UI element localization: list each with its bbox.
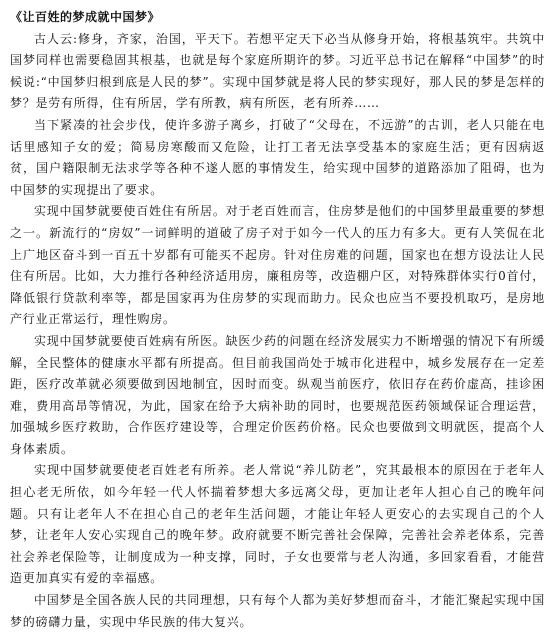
- paragraph-6: 中国梦是全国各族人民的共同理想，只有每个人都为美好梦想而奋斗，才能汇聚起实现中国梦的磅礴力量，实现中华民族的伟大复兴。: [10, 593, 545, 629]
- paragraph-5: 实现中国梦就要使老百姓老有所养。老人常说“养儿防老”，究其最根本的原因在于老年人担心老无所依，如今年轻一代人怀揣着梦想大多远离父母，更加让老年人担心自己的晚年问题。只有让老年人不在担心自己的老年生活问题，才能让年轻人更安心的去实现自己的个人梦，让老年人安心实现自己的晚年梦。政府就要不断完善社会保障，完善社会养老体系，完善社会养老保险等，让制度成为一种支撑，同时，子女也要常与老人沟通，多回家看看，才能营造更加真实有爱的幸福感。: [10, 463, 545, 586]
- paragraph-3: 实现中国梦就要使百姓住有所居。对于老百姓而言，住房梦是他们的中国梦里最重要的梦想之一。新流行的“房奴”一词鲜明的道破了房子对于如今一代人的压力有多大。更有人笑侃在北上广地区奋斗到一百五十岁都有可能买不起房。针对住房难的问题，国家也在想方设法让人民住有所居。比如，大力推行各种经济适用房，廉租房等，改造棚户区，对特殊群体实行0首付，降低银行贷款利率等，都是国家再为住房梦的实现而助力。民众也应当不要投机取巧，是房地产行业正常运行，理性购房。: [10, 204, 545, 327]
- paragraph-2: 当下紧凑的社会步伐，使许多游子离乡，打破了“父母在，不远游”的古训，老人只能在电话里感知子女的爱；简易房寒酸而又危险，让打工者无法享受基本的家庭生活；更有因病返贫，国户籍限制无法求学等各种不遂人愿的事情发生，给实现中国梦的道路添加了阻碍，也为中国梦的实现提出了要求。: [10, 117, 545, 197]
- essay-body: [10, 7, 545, 633]
- paragraph-4: 实现中国梦就要使百姓病有所医。缺医少药的问题在经济发展实力不断增强的情况下有所缓解，全民整体的健康水平都有所提高。但目前我国尚处于城市化进程中，城乡发展存在一定差距，医疗改革就必须要做到因地制宜，因时而变。纵观当前医疗，依旧存在药价虚高，挂诊困难，费用高昂等情况，为此，国家在给予大病补助的同时，也要规范医药领域保证合理运营，加强城乡医疗救助，合作医疗建设等，合理定价医药价格。民众也要做到文明就医，提高个人身体素质。: [10, 333, 545, 456]
- paragraph-1: 古人云:修身，齐家，治国，平天下。若想平定天下必当从修身开始，将根基筑牢。共筑中国梦同样也需要稳固其根基，也就是每个家庭所期许的梦。习近平总书记在解释“中国梦”的时候说:“中国梦归根到底是人民的梦”。实现中国梦就是将人民的梦实现好，那人民的梦是怎样的梦？是劳有所得，住有所居，学有所教，病有所医，老有所养……: [10, 31, 545, 111]
- essay-title: 《让百姓的梦成就中国梦》: [10, 10, 161, 24]
